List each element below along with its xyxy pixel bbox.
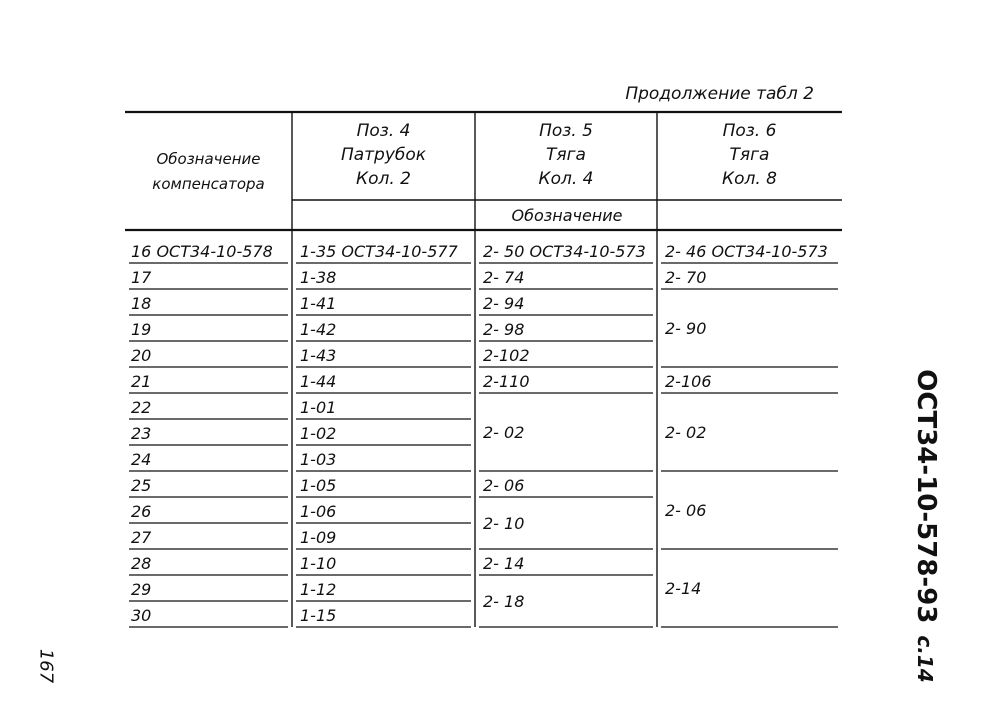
subheader-designation: Обозначение (511, 206, 623, 225)
header-col3: Тяга (546, 145, 586, 165)
pipe-designation: 1-05 (300, 476, 337, 495)
rod6-designation: 2- 90 (665, 319, 707, 338)
rod5-designation: 2- 18 (483, 592, 525, 611)
rod5-designation: 2- 14 (483, 554, 525, 573)
pipe-designation: 1-09 (300, 528, 337, 547)
row-designation: 20 (131, 346, 152, 365)
row-designation: 21 (131, 372, 152, 391)
header-col2: Кол. 2 (356, 169, 411, 189)
row-designation: 18 (131, 294, 152, 313)
sheet-number: с.14 (913, 635, 937, 683)
pipe-designation: 1-03 (300, 450, 337, 469)
header-col4: Кол. 8 (722, 169, 777, 189)
rod5-designation: 2-102 (483, 346, 530, 365)
row-designation: 29 (131, 580, 152, 599)
row-designation: 19 (131, 320, 152, 339)
table-caption: Продолжение табл 2 (625, 84, 814, 104)
pipe-designation: 1-12 (300, 580, 337, 599)
pipe-designation: 1-01 (300, 398, 337, 417)
row-designation: 25 (131, 476, 152, 495)
pipe-designation: 1-43 (300, 346, 337, 365)
header-col3: Поз. 5 (539, 121, 593, 141)
rod5-designation: 2- 06 (483, 476, 525, 495)
row-designation: 23 (131, 424, 152, 443)
row-designation: 16 ОСТ34-10-578 (131, 242, 273, 261)
rod5-designation: 2- 94 (483, 294, 525, 313)
document-code (911, 369, 941, 682)
row-designation: 22 (131, 398, 152, 417)
rod5-designation: 2- 02 (483, 423, 525, 442)
header-designation: компенсатора (152, 175, 265, 193)
pipe-designation: 1-44 (300, 372, 337, 391)
pipe-designation: 1-42 (300, 320, 337, 339)
pipe-designation: 1-38 (300, 268, 337, 287)
header-col4: Поз. 6 (722, 121, 777, 141)
pipe-designation: 1-41 (300, 294, 337, 313)
rod5-designation: 2-110 (483, 372, 530, 391)
rod5-designation: 2- 74 (483, 268, 525, 287)
header-col4: Тяга (729, 145, 770, 165)
row-designation: 26 (131, 502, 152, 521)
rod6-designation: 2- 06 (665, 501, 707, 520)
pipe-designation: 1-06 (300, 502, 337, 521)
row-designation: 17 (131, 268, 152, 287)
rod5-designation: 2- 10 (483, 514, 525, 533)
pipe-designation: 1-10 (300, 554, 337, 573)
rod5-designation: 2- 50 ОСТ34-10-573 (483, 242, 646, 261)
header-col2: Патрубок (340, 145, 427, 165)
row-designation: 28 (131, 554, 152, 573)
rod6-designation: 2- 02 (665, 423, 707, 442)
row-designation: 27 (131, 528, 152, 547)
rod6-designation: 2- 70 (665, 268, 707, 287)
pipe-designation: 1-35 ОСТ34-10-577 (300, 242, 458, 261)
pipe-designation: 1-02 (300, 424, 337, 443)
row-designation: 24 (131, 450, 152, 469)
rod5-designation: 2- 98 (483, 320, 525, 339)
document-code-text: ОСТ34-10-578-93 (911, 369, 941, 624)
rod6-designation: 2-14 (665, 579, 702, 598)
pipe-designation: 1-15 (300, 606, 337, 625)
row-designation: 30 (131, 606, 152, 625)
header-designation: Обозначение (156, 150, 261, 168)
header-col3: Кол. 4 (538, 169, 594, 189)
rod6-designation: 2- 46 ОСТ34-10-573 (665, 242, 828, 261)
page-number: 167 (35, 648, 57, 684)
rod6-designation: 2-106 (665, 372, 712, 391)
header-col2: Поз. 4 (356, 121, 411, 141)
